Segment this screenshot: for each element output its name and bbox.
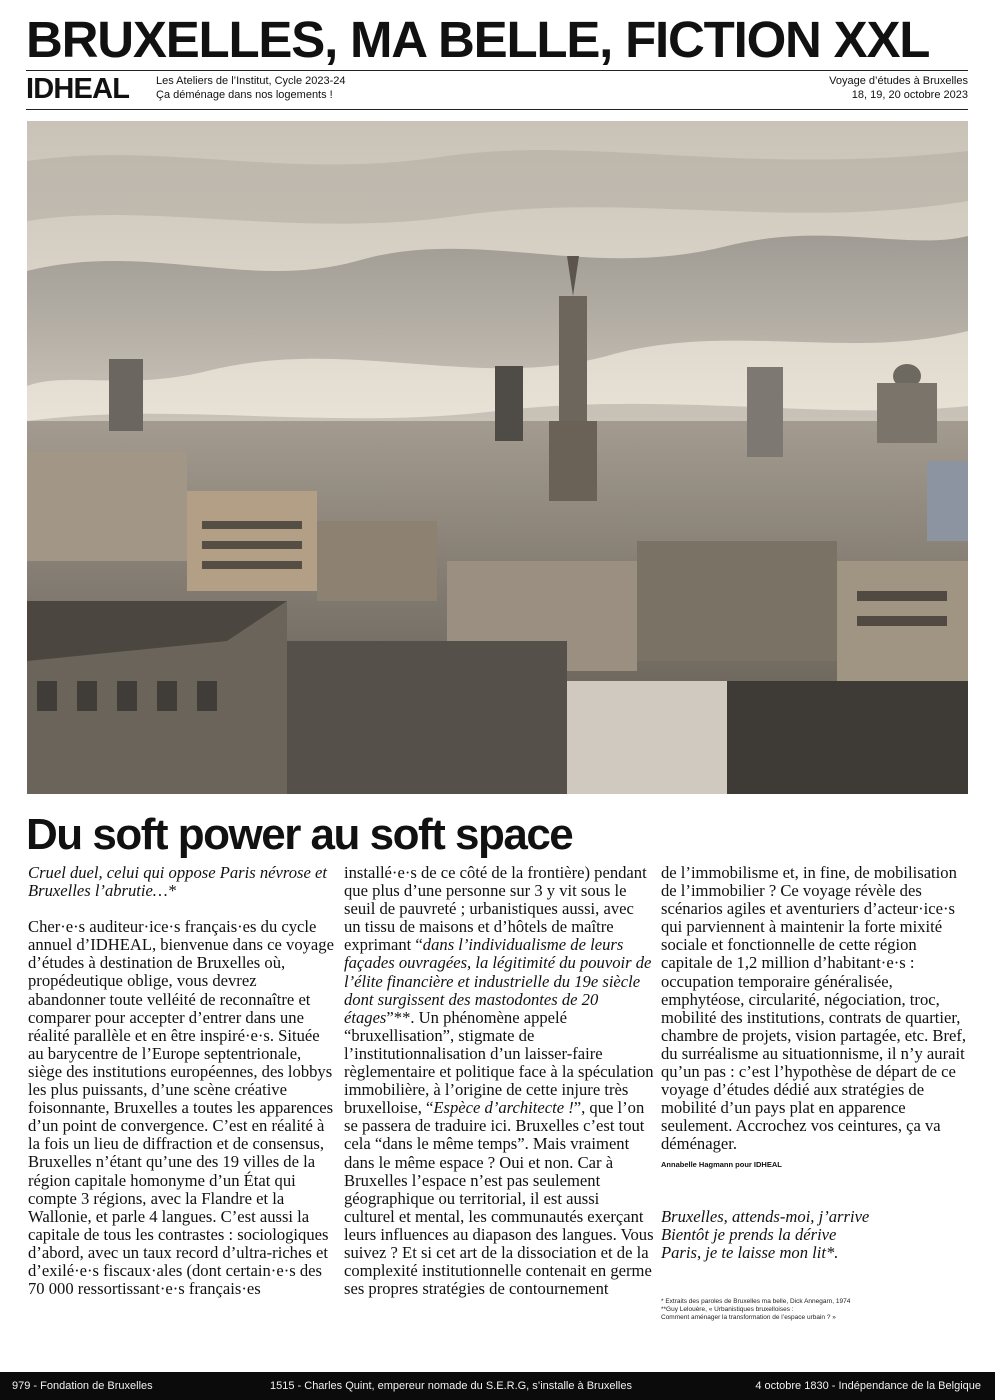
page-title: BRUXELLES, MA BELLE, FICTION XXL [26,11,930,68]
verse-line-1: Bruxelles, attends-moi, j’arrive [661,1206,870,1226]
trip-line-1: Voyage d’études à Bruxelles [829,75,968,87]
subhead [26,72,968,108]
verse-line-3: Paris, je te laisse mon lit*. [661,1242,839,1262]
cycle-line-1: Les Ateliers de l’Institut, Cycle 2023-24 [156,75,346,87]
cycle-line-2: Ça déménage dans nos logements ! [156,89,333,101]
column-2-quote: dans l’individualisme de leurs façades ouvragées, la légitimité du pouvoir de l’élite financière et industrielle du 19e siècle dont surgissent des mastodontes de 20 étages [344,935,652,1027]
column-2-quote-2: Espèce d’architecte ! [433,1098,574,1118]
trip-dates: 18, 19, 20 octobre 2023 [851,89,968,101]
footer-date-1515: 1515 - Charles Quint, empereur nomade du S.E.R.G, s’installe à Bruxelles [270,1380,632,1392]
column-3-text: de l’immobilisme et, in fine, de mobilisation de l’immobilier ? Ce voyage révèle des scénarios agiles et aventuriers d’acteur·ice·s qui parviennent à maintenir la forte mixité sociale et fonctionnelle de cette région capitale de 1,2 million d’habitant·e·s : occupation temporaire généralisée, emphytéose, circularité, négociation, troc, mobilité des institutions, contrats de quartier, chambre de projets, vision partagée, etc. Bref, du surréalisme au situationnisme, il n’y aurait qu’un pas : c’est l’hypothèse de départ de ce voyage d’études dédié aux stratégies de mobilité d’un pays plat en apparence seulement. Accrochez vos ceintures, ça va déménager. [661,863,967,1154]
timeline-footer [0,1372,995,1400]
brand-logo: IDHEAL [26,73,130,105]
top-divider [26,70,968,71]
column-2 [344,864,654,1298]
city-skyline-photo [27,121,968,794]
cycle-info [156,74,346,102]
footnotes [661,1298,969,1322]
subhead-divider [26,109,968,110]
footnote-1: * Extraits des paroles de Bruxelles ma belle, Dick Annegarn, 1974 [661,1297,851,1305]
column-2-text [344,864,654,1298]
column-2-part-a: installé·e·s de ce côté de la frontière) pendant que plus d’une personne sur 3 y vit sous le seuil de pauvreté ; urbanistiques aussi, avec un tissu de maisons et d’hôtels de maître exprimant “ [344,863,647,955]
trip-info [829,74,968,102]
masthead [26,12,971,68]
column-2-part-c: ”, que l’on se passera de traduire ici. Bruxelles c’est tout cela “dans le même temps”. Mais vraiment dans le même espace ? Oui et non. Car à Bruxelles l’espace n’est pas seulement géographique ou territorial, il est aussi culturel et mental, les communautés exerçant leurs influences au diapason des langues. Vous suivez ? Et si cet art de la dissociation et de la complexité institutionnelle contenait en germe ses propres stratégies de contournement [344,1098,654,1299]
verse-line-2: Bientôt je prends la dérive [661,1224,837,1244]
footnote-2: **Guy Lelouère, « Urbanistiques bruxelloises : [661,1305,794,1313]
article-body [28,864,968,1350]
intro-quote: Cruel duel, celui qui oppose Paris névrose et Bruxelles l’abrutie…* [28,863,327,901]
author-signature: Annabelle Hagmann pour IDHEAL [661,1159,782,1169]
article-headline: Du soft power au soft space [26,810,573,859]
column-1-text: Cher·e·s auditeur·ice·s français·es du cycle annuel d’IDHEAL, bienvenue dans ce voyage d’études à destination de Bruxelles où, propédeutique oblige, vous devrez abandonner toute velléité de reconnaître et comparer pour accepter d’entrer dans une réalité parallèle et en être inspiré·e·s. Située au barycentre de l’Europe septentrionale, siège des institutions européennes, des lobbys les plus puissants, d’une scène créative foisonnante, Bruxelles a toutes les apparences d’un point de convergence. C’est en réalité à la fois un lieu de diffraction et de consensus, Bruxelles n’étant qu’une des 19 villes de la région capitale homonyme d’un État qui compte 3 régions, avec la Flandre et la Wallonie, et parle 4 langues. C’est aussi la capitale de tous les contrastes : sociologiques d’abord, avec un taux record d’ultra-riches et d’exilé·e·s fiscaux·ales (dont certain·e·s des 70 000 ressortissant·e·s français·es [28,917,334,1299]
column-1 [28,864,336,1298]
footnote-3: Comment aménager la transformation de l’espace urbain ? » [661,1313,836,1321]
song-verse [661,1208,969,1262]
footer-date-1830: 4 octobre 1830 - Indépendance de la Belgique [755,1380,981,1392]
footer-date-979: 979 - Fondation de Bruxelles [12,1380,153,1392]
column-2-part-b: ”**. Un phénomène appelé “bruxellisation”, stigmate de l’institutionnalisation d’un laisser-faire règlementaire et politique face à la spéculation immobilière, à l’origine de cette injure très bruxelloise, “ [344,1007,654,1118]
column-3 [661,864,969,1322]
